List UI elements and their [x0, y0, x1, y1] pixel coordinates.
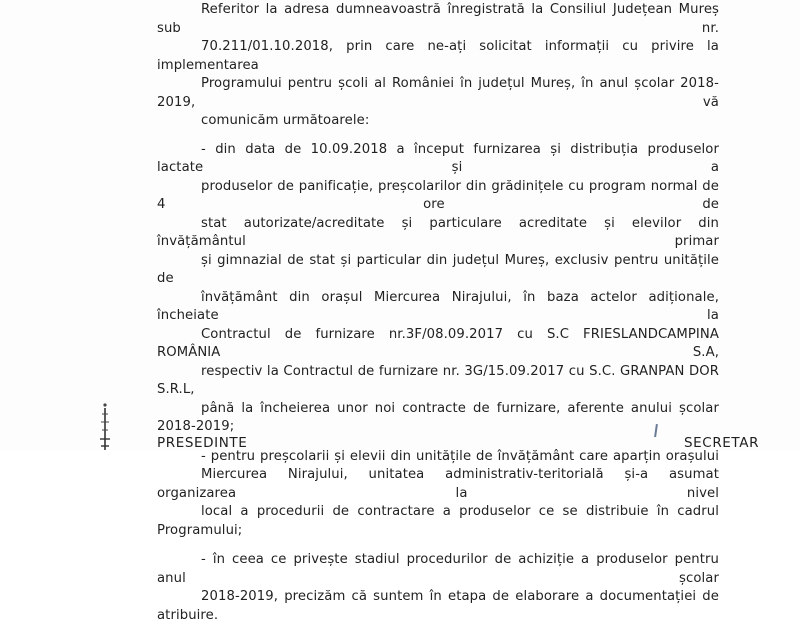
intro-line: comunicăm următoarele: — [201, 113, 370, 128]
point-1-line: stat autorizate/acreditate și particulare acreditate și elevilor din învățământul primar — [157, 215, 719, 249]
point-1-line: Contractul de furnizare nr.3F/08.09.2017 cu S.C FRIESLANDCAMPINA ROMÂNIA S.A, — [157, 326, 719, 360]
point-2-line: Miercurea Nirajului, unitatea administrativ-teritorială și-a asumat organizarea la nivel — [157, 467, 719, 501]
point-1-line: produselor de panificație, preșcolarilor din grădinițele cu program normal de 4 ore de — [157, 178, 719, 212]
point-1-line: până la încheierea unor noi contracte de furnizare, aferente anului școlar 2018-2019; — [157, 400, 719, 434]
intro-line: Referitor la adresa dumneavoastră înregistrată la Consiliul Județean Mureș sub nr. — [157, 2, 719, 36]
point-1-line: învățământ din orașul Miercurea Nirajului, în baza actelor adiționale, încheiate la — [157, 289, 719, 323]
point-2-line: - pentru preșcolarii și elevii din unitățile de învățământ care aparțin orașului — [201, 448, 719, 464]
point-1-line: - din data de 10.09.2018 a început furnizarea și distribuția produselor lactate și a — [157, 141, 719, 175]
point-2-line: local a procedurii de contractare a produselor ce se distribuie în cadrul Programului; — [157, 504, 719, 538]
signature-secretary-label: SECRETAR — [684, 435, 760, 451]
point-1-paragraph — [157, 141, 719, 437]
intro-line: Programului pentru școli al României în județul Mureș, în anul școlar 2018-2019, vă — [157, 76, 719, 110]
intro-line: 70.211/01.10.2018, prin care ne-ați solicitat informații cu privire la implementarea — [157, 39, 719, 73]
point-2-paragraph — [157, 448, 719, 541]
binding-mark-icon — [98, 402, 112, 450]
signature-president-label: PRESEDINTE — [157, 435, 248, 451]
point-3-line: 2018-2019, precizăm că suntem în etapa de elaborare a documentației de atribuire. — [157, 589, 719, 623]
point-1-line: respectiv la Contractul de furnizare nr. 3G/15.09.2017 cu S.C. GRANPAN DOR S.R.L, — [157, 363, 719, 397]
letter-body — [157, 0, 719, 625]
intro-paragraph — [157, 1, 719, 131]
point-3-paragraph — [157, 551, 719, 625]
point-3-line: - în ceea ce privește stadiul procedurilor de achiziție a produselor pentru anul școlar — [157, 552, 719, 586]
point-1-line: și gimnazial de stat și particular din județul Mureș, exclusiv pentru unitățile de — [157, 252, 719, 286]
